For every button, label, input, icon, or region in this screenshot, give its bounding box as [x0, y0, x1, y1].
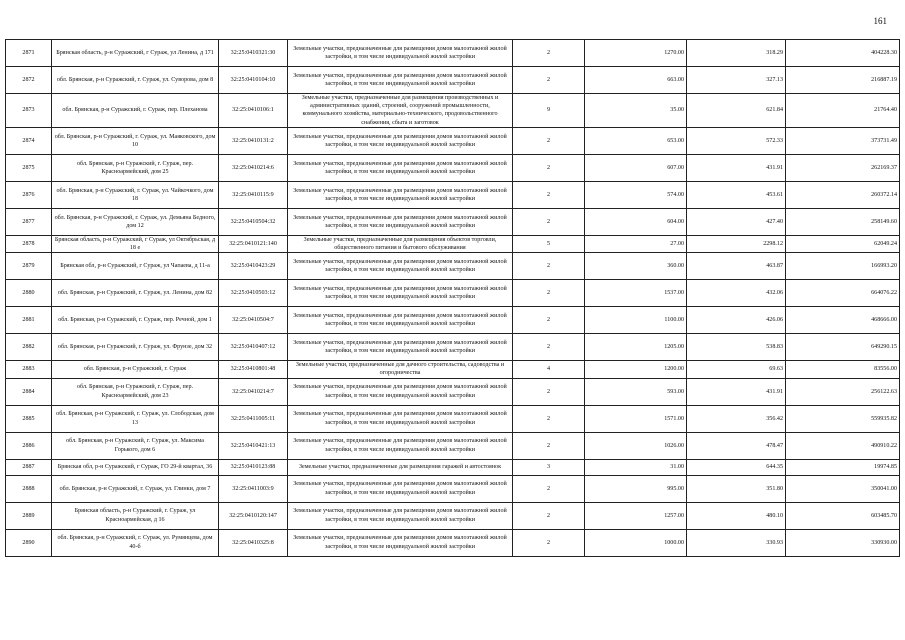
- use-group-cell: 9: [513, 94, 585, 128]
- land-use-cell: Земельные участки, предназначенные для размещения домов малоэтажной жилой застройки, в том числе индивидуальной жилой застройки: [288, 502, 513, 529]
- area-cell: 604.00: [585, 208, 687, 235]
- use-group-cell: 3: [513, 459, 585, 475]
- specific-value-cell: 432.06: [687, 280, 786, 307]
- row-number: 2872: [6, 67, 52, 94]
- cadastral-registry-table: [5, 39, 900, 557]
- table-row: [6, 181, 900, 208]
- cadastral-number-cell: 32:25:0410121:140: [219, 235, 288, 252]
- address-cell: обл. Брянская, р-н Суражский, г. Сураж, пер. Красноармейский, дом 23: [52, 378, 219, 405]
- specific-value-cell: 431.91: [687, 378, 786, 405]
- use-group-cell: 2: [513, 40, 585, 67]
- area-cell: 663.00: [585, 67, 687, 94]
- row-number: 2885: [6, 405, 52, 432]
- specific-value-cell: 318.29: [687, 40, 786, 67]
- cadastral-number-cell: 32:25:0410214:6: [219, 154, 288, 181]
- row-number: 2884: [6, 378, 52, 405]
- area-cell: 607.00: [585, 154, 687, 181]
- cadastral-value-cell: 62049.24: [786, 235, 900, 252]
- use-group-cell: 2: [513, 127, 585, 154]
- address-cell: обл. Брянская, р-н Суражский, г. Сураж, ул. Суворова, дом 8: [52, 67, 219, 94]
- address-cell: Брянская область, р-н Суражский, г Сураж, ул Ленина, д 171: [52, 40, 219, 67]
- use-group-cell: 2: [513, 67, 585, 94]
- specific-value-cell: 431.91: [687, 154, 786, 181]
- table-row: [6, 67, 900, 94]
- cadastral-number-cell: 32:25:0410321:30: [219, 40, 288, 67]
- use-group-cell: 2: [513, 334, 585, 361]
- specific-value-cell: 330.93: [687, 529, 786, 556]
- table-row: [6, 529, 900, 556]
- table-row: [6, 378, 900, 405]
- specific-value-cell: 356.42: [687, 405, 786, 432]
- cadastral-value-cell: 649290.15: [786, 334, 900, 361]
- cadastral-number-cell: 32:25:0410123:88: [219, 459, 288, 475]
- row-number: 2871: [6, 40, 52, 67]
- address-cell: обл. Брянская, р-н Суражский, г. Сураж, ул. Слободская, дом 13: [52, 405, 219, 432]
- address-cell: обл. Брянская, р-н Суражский, г. Сураж: [52, 361, 219, 378]
- cadastral-value-cell: 166993.20: [786, 253, 900, 280]
- cadastral-value-cell: 373731.49: [786, 127, 900, 154]
- specific-value-cell: 327.13: [687, 67, 786, 94]
- table-row: [6, 307, 900, 334]
- use-group-cell: 2: [513, 181, 585, 208]
- specific-value-cell: 426.06: [687, 307, 786, 334]
- specific-value-cell: 427.40: [687, 208, 786, 235]
- address-cell: обл. Брянская, р-н Суражский, г. Сураж, ул. Чайкочкого, дом 18: [52, 181, 219, 208]
- address-cell: обл. Брянская, р-н Суражский, г. Сураж, пер. Плеханова: [52, 94, 219, 128]
- specific-value-cell: 621.84: [687, 94, 786, 128]
- address-cell: Брянская область, р-н Суражский, г Сураж, ул Октябрьская, д 18 е: [52, 235, 219, 252]
- cadastral-number-cell: 32:25:0410503:12: [219, 280, 288, 307]
- use-group-cell: 2: [513, 432, 585, 459]
- cadastral-value-cell: 19974.85: [786, 459, 900, 475]
- use-group-cell: 2: [513, 405, 585, 432]
- area-cell: 31.00: [585, 459, 687, 475]
- land-use-cell: Земельные участки, предназначенные для размещения домов малоэтажной жилой застройки, в том числе индивидуальной жилой застройки: [288, 378, 513, 405]
- specific-value-cell: 2298.12: [687, 235, 786, 252]
- cadastral-number-cell: 32:25:0410504:7: [219, 307, 288, 334]
- cadastral-value-cell: 83556.00: [786, 361, 900, 378]
- table-row: [6, 405, 900, 432]
- row-number: 2889: [6, 502, 52, 529]
- cadastral-number-cell: 32:25:0410104:10: [219, 67, 288, 94]
- table-row: [6, 459, 900, 475]
- specific-value-cell: 538.83: [687, 334, 786, 361]
- specific-value-cell: 480.10: [687, 502, 786, 529]
- cadastral-value-cell: 603485.70: [786, 502, 900, 529]
- row-number: 2890: [6, 529, 52, 556]
- specific-value-cell: 463.87: [687, 253, 786, 280]
- address-cell: Брянская область, р-н Суражский, г. Сураж, ул Красноармейская, д 16: [52, 502, 219, 529]
- row-number: 2878: [6, 235, 52, 252]
- area-cell: 995.00: [585, 475, 687, 502]
- table-row: [6, 94, 900, 128]
- address-cell: обл. Брянская, р-н Суражский, г. Сураж, ул. Максима Горького, дом 6: [52, 432, 219, 459]
- use-group-cell: 2: [513, 280, 585, 307]
- specific-value-cell: 478.47: [687, 432, 786, 459]
- cadastral-number-cell: 32:25:0410325:8: [219, 529, 288, 556]
- cadastral-number-cell: 32:25:0410214:7: [219, 378, 288, 405]
- address-cell: обл. Брянская, р-н Суражский, г. Сураж, ул. Фрунзе, дом 32: [52, 334, 219, 361]
- cadastral-value-cell: 258149.60: [786, 208, 900, 235]
- land-use-cell: Земельные участки, предназначенные для дачного строительства, садоводства и огородничества: [288, 361, 513, 378]
- area-cell: 1257.00: [585, 502, 687, 529]
- land-use-cell: Земельные участки, предназначенные для размещения домов малоэтажной жилой застройки, в том числе индивидуальной жилой застройки: [288, 334, 513, 361]
- cadastral-number-cell: 32:25:0410801:48: [219, 361, 288, 378]
- land-use-cell: Земельные участки, предназначенные для размещения домов малоэтажной жилой застройки, в том числе индивидуальной жилой застройки: [288, 40, 513, 67]
- land-use-cell: Земельные участки, предназначенные для размещения домов малоэтажной жилой застройки, в том числе индивидуальной жилой застройки: [288, 307, 513, 334]
- cadastral-number-cell: 32:25:0411005:11: [219, 405, 288, 432]
- address-cell: обл. Брянская, р-н Суражский, г. Сураж, пер. Речной, дом 1: [52, 307, 219, 334]
- cadastral-value-cell: 468666.00: [786, 307, 900, 334]
- row-number: 2874: [6, 127, 52, 154]
- specific-value-cell: 351.80: [687, 475, 786, 502]
- use-group-cell: 2: [513, 253, 585, 280]
- row-number: 2875: [6, 154, 52, 181]
- use-group-cell: 2: [513, 502, 585, 529]
- cadastral-value-cell: 664076.22: [786, 280, 900, 307]
- use-group-cell: 2: [513, 378, 585, 405]
- use-group-cell: 2: [513, 529, 585, 556]
- land-use-cell: Земельные участки, предназначенные для размещения объектов торговли, общественного питания и бытового обслуживания: [288, 235, 513, 252]
- address-cell: обл. Брянская, р-н Суражский, г. Сураж, ул. Демьяна Бедного, дом 12: [52, 208, 219, 235]
- address-cell: Брянская обл, р-н Суражский, г Сураж, ул Чапаева, д 11-а: [52, 253, 219, 280]
- specific-value-cell: 644.35: [687, 459, 786, 475]
- land-use-cell: Земельные участки, предназначенные для размещения домов малоэтажной жилой застройки, в том числе индивидуальной жилой застройки: [288, 253, 513, 280]
- cadastral-value-cell: 404228.30: [786, 40, 900, 67]
- specific-value-cell: 69.63: [687, 361, 786, 378]
- row-number: 2881: [6, 307, 52, 334]
- land-use-cell: Земельные участки, предназначенные для размещения домов малоэтажной жилой застройки, в том числе индивидуальной жилой застройки: [288, 529, 513, 556]
- area-cell: 1571.00: [585, 405, 687, 432]
- cadastral-number-cell: 32:25:0410131:2: [219, 127, 288, 154]
- use-group-cell: 5: [513, 235, 585, 252]
- cadastral-value-cell: 559935.82: [786, 405, 900, 432]
- specific-value-cell: 453.61: [687, 181, 786, 208]
- cadastral-number-cell: 32:25:0410504:32: [219, 208, 288, 235]
- land-use-cell: Земельные участки, предназначенные для размещения домов малоэтажной жилой застройки, в том числе индивидуальной жилой застройки: [288, 405, 513, 432]
- land-use-cell: Земельные участки, предназначенные для размещения гаражей и автостоянок: [288, 459, 513, 475]
- cadastral-number-cell: 32:25:0410407:12: [219, 334, 288, 361]
- address-cell: обл. Брянская, р-н Суражский, г. Сураж, ул. Румянцева, дом 40-б: [52, 529, 219, 556]
- cadastral-number-cell: 32:25:0410421:13: [219, 432, 288, 459]
- area-cell: 1000.00: [585, 529, 687, 556]
- address-cell: обл. Брянская, р-н Суражский, г. Сураж, ул. Глинки, дом 7: [52, 475, 219, 502]
- land-use-cell: Земельные участки, предназначенные для размещения домов малоэтажной жилой застройки, в том числе индивидуальной жилой застройки: [288, 181, 513, 208]
- cadastral-value-cell: 256122.63: [786, 378, 900, 405]
- cadastral-number-cell: 32:25:0411003:9: [219, 475, 288, 502]
- table-row: [6, 154, 900, 181]
- cadastral-number-cell: 32:25:0410106:1: [219, 94, 288, 128]
- address-cell: обл. Брянская, р-н Суражский, г. Сураж, пер. Красноармейский, дом 25: [52, 154, 219, 181]
- area-cell: 653.00: [585, 127, 687, 154]
- area-cell: 1205.00: [585, 334, 687, 361]
- area-cell: 27.00: [585, 235, 687, 252]
- table-row: [6, 361, 900, 378]
- use-group-cell: 2: [513, 154, 585, 181]
- table-row: [6, 432, 900, 459]
- row-number: 2877: [6, 208, 52, 235]
- area-cell: 574.00: [585, 181, 687, 208]
- cadastral-value-cell: 216887.19: [786, 67, 900, 94]
- page-number: 161: [873, 16, 887, 26]
- table-body: [6, 40, 900, 557]
- table-row: [6, 40, 900, 67]
- land-use-cell: Земельные участки, предназначенные для размещения домов малоэтажной жилой застройки, в том числе индивидуальной жилой застройки: [288, 127, 513, 154]
- land-use-cell: Земельные участки, предназначенные для размещения домов малоэтажной жилой застройки, в том числе индивидуальной жилой застройки: [288, 154, 513, 181]
- row-number: 2882: [6, 334, 52, 361]
- use-group-cell: 4: [513, 361, 585, 378]
- table-row: [6, 253, 900, 280]
- area-cell: 360.00: [585, 253, 687, 280]
- table-row: [6, 280, 900, 307]
- cadastral-number-cell: 32:25:0410120:147: [219, 502, 288, 529]
- land-use-cell: Земельные участки, предназначенные для размещения домов малоэтажной жилой застройки, в том числе индивидуальной жилой застройки: [288, 67, 513, 94]
- row-number: 2887: [6, 459, 52, 475]
- specific-value-cell: 572.33: [687, 127, 786, 154]
- table-row: [6, 502, 900, 529]
- area-cell: 35.00: [585, 94, 687, 128]
- address-cell: Брянская обл, р-н Суражский, г Сураж, ГО 29-й квартал, 36: [52, 459, 219, 475]
- area-cell: 1026.00: [585, 432, 687, 459]
- area-cell: 1270.00: [585, 40, 687, 67]
- table-row: [6, 334, 900, 361]
- address-cell: обл. Брянская, р-н Суражский, г. Сураж, ул. Маяковского, дом 10: [52, 127, 219, 154]
- use-group-cell: 2: [513, 307, 585, 334]
- land-use-cell: Земельные участки, предназначенные для размещения производственных и административных зданий, строений, сооружений промышленности, коммунального хозяйства, материально-технического, продовольственного снабжения, сбыта и заготовок: [288, 94, 513, 128]
- land-use-cell: Земельные участки, предназначенные для размещения домов малоэтажной жилой застройки, в том числе индивидуальной жилой застройки: [288, 280, 513, 307]
- use-group-cell: 2: [513, 475, 585, 502]
- area-cell: 593.00: [585, 378, 687, 405]
- row-number: 2873: [6, 94, 52, 128]
- address-cell: обл. Брянская, р-н Суражский, г. Сураж, ул. Ленина, дом 82: [52, 280, 219, 307]
- table-row: [6, 475, 900, 502]
- cadastral-value-cell: 21764.40: [786, 94, 900, 128]
- land-use-cell: Земельные участки, предназначенные для размещения домов малоэтажной жилой застройки, в том числе индивидуальной жилой застройки: [288, 432, 513, 459]
- area-cell: 1100.00: [585, 307, 687, 334]
- land-use-cell: Земельные участки, предназначенные для размещения домов малоэтажной жилой застройки, в том числе индивидуальной жилой застройки: [288, 475, 513, 502]
- cadastral-number-cell: 32:25:0410423:29: [219, 253, 288, 280]
- row-number: 2883: [6, 361, 52, 378]
- table-row: [6, 127, 900, 154]
- row-number: 2876: [6, 181, 52, 208]
- cadastral-value-cell: 330930.00: [786, 529, 900, 556]
- row-number: 2886: [6, 432, 52, 459]
- use-group-cell: 2: [513, 208, 585, 235]
- cadastral-number-cell: 32:25:0410115:9: [219, 181, 288, 208]
- cadastral-value-cell: 262169.37: [786, 154, 900, 181]
- table-row: [6, 235, 900, 252]
- cadastral-value-cell: 350041.00: [786, 475, 900, 502]
- area-cell: 1537.00: [585, 280, 687, 307]
- row-number: 2888: [6, 475, 52, 502]
- area-cell: 1200.00: [585, 361, 687, 378]
- land-use-cell: Земельные участки, предназначенные для размещения домов малоэтажной жилой застройки, в том числе индивидуальной жилой застройки: [288, 208, 513, 235]
- cadastral-value-cell: 260372.14: [786, 181, 900, 208]
- row-number: 2880: [6, 280, 52, 307]
- cadastral-value-cell: 490910.22: [786, 432, 900, 459]
- row-number: 2879: [6, 253, 52, 280]
- table-row: [6, 208, 900, 235]
